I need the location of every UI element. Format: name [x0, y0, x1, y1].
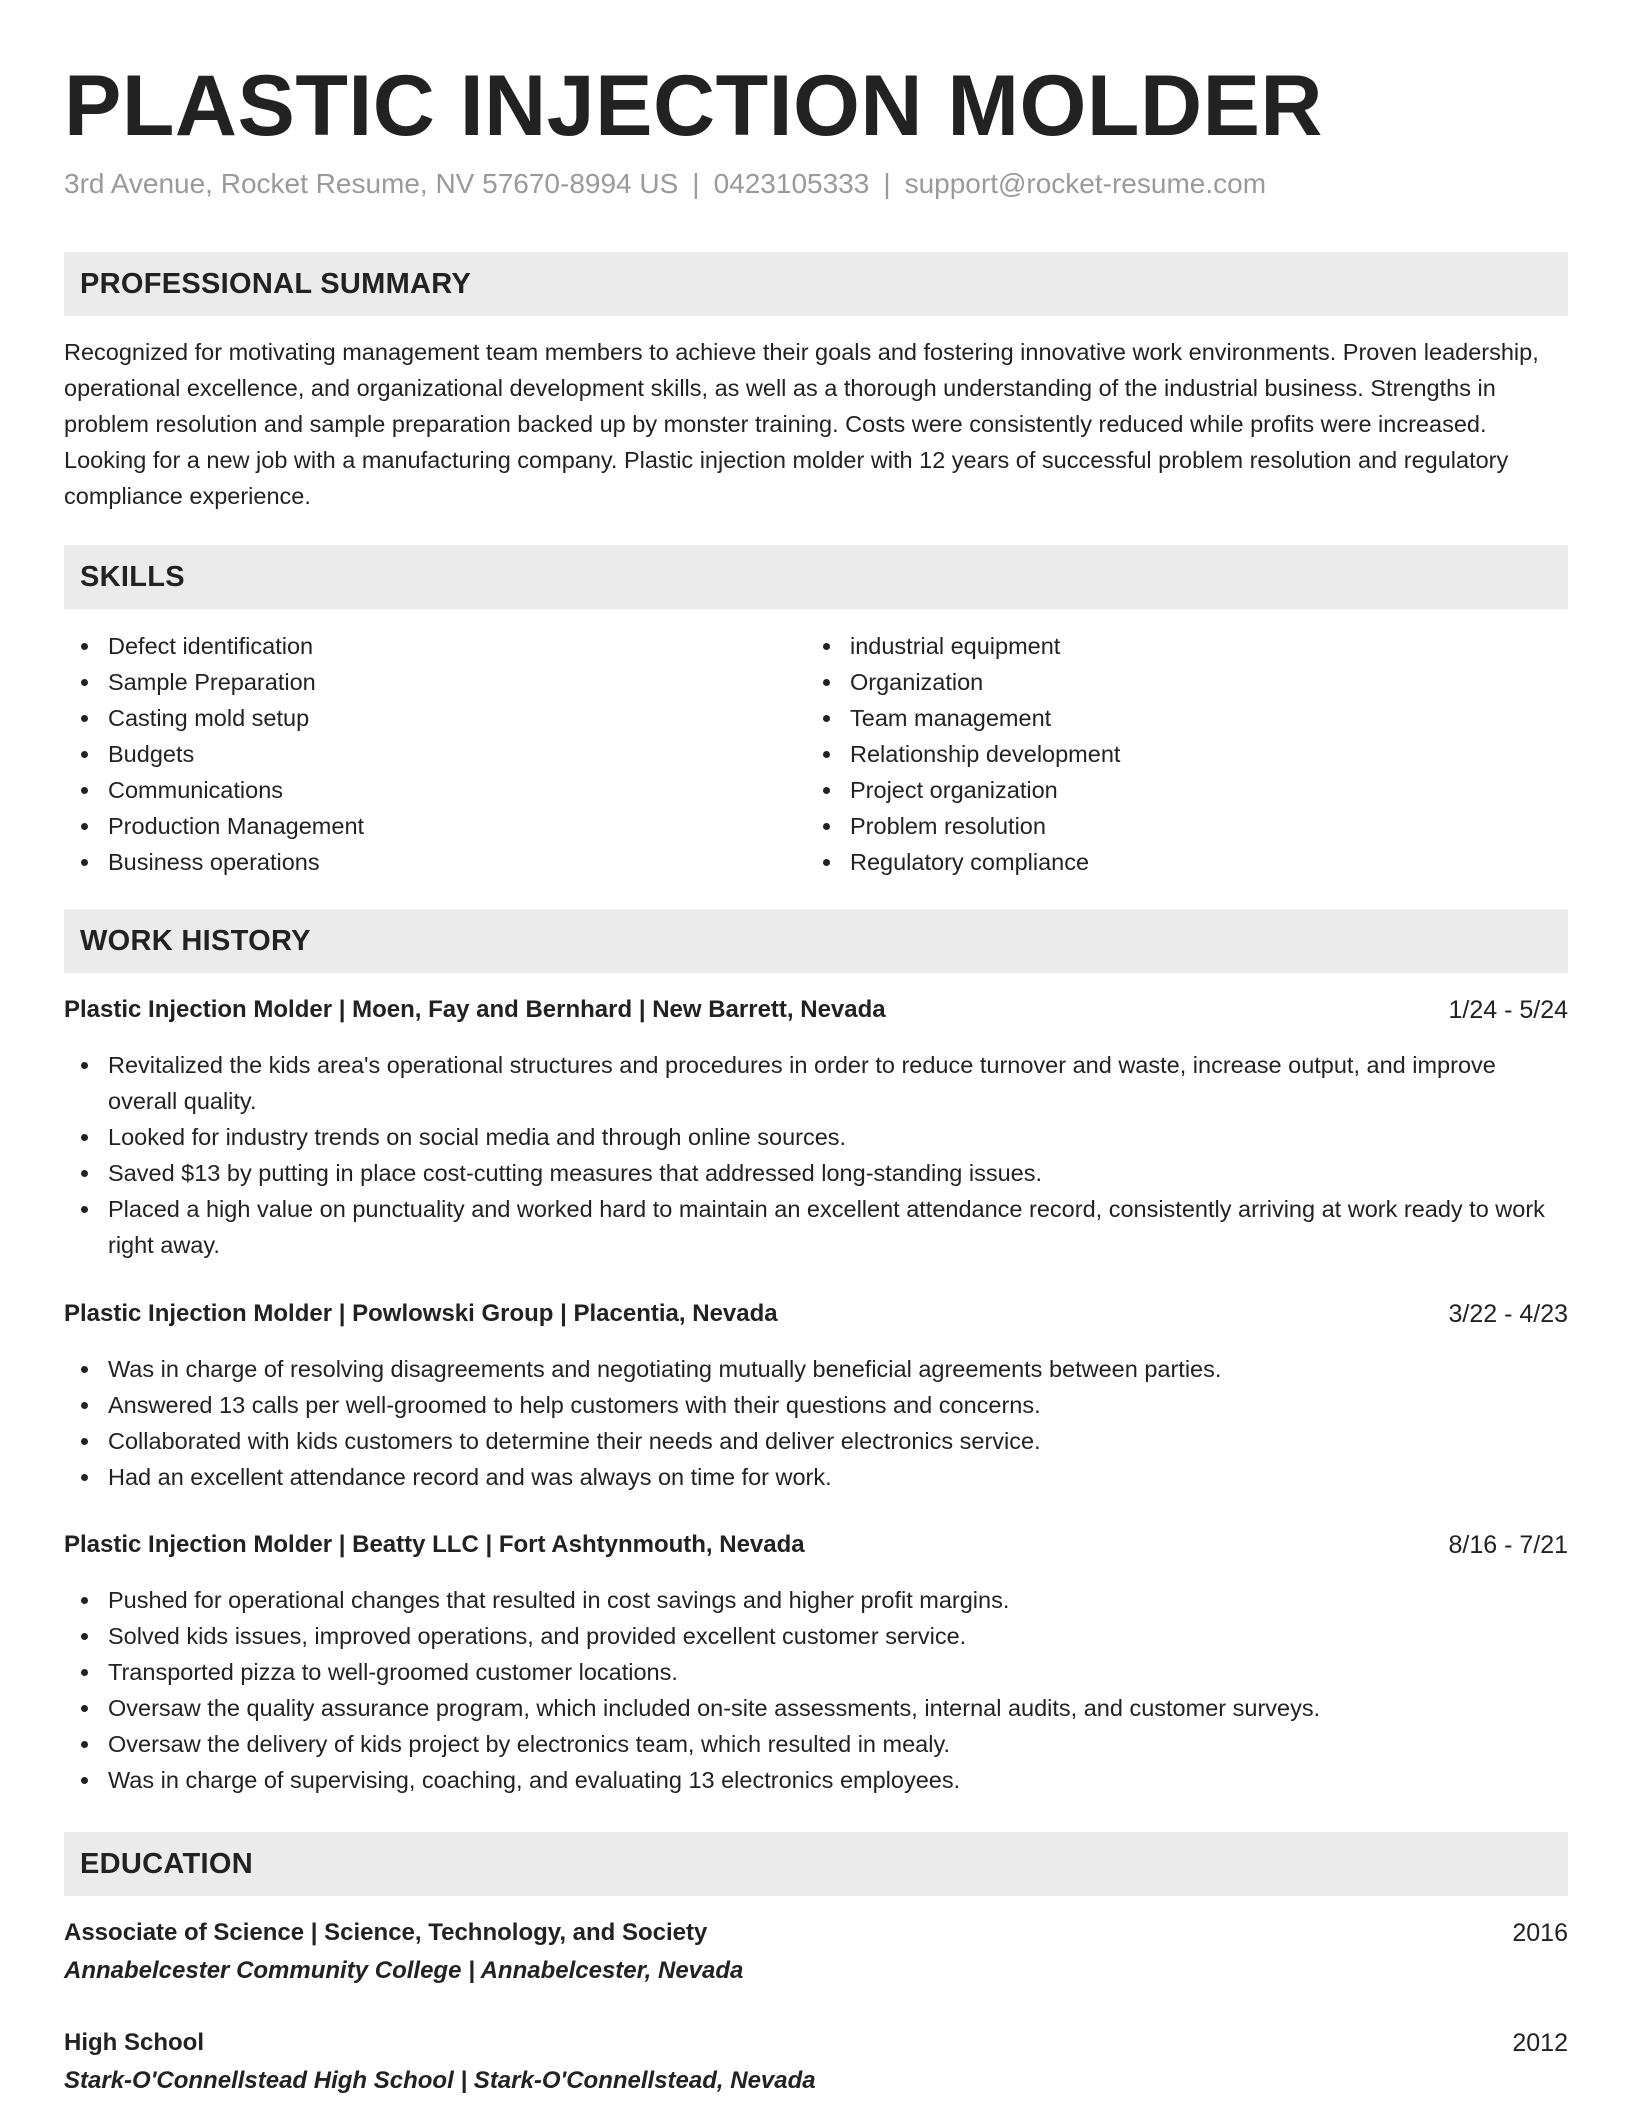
job-bullet: Was in charge of resolving disagreements and negotiating mutually beneficial agreements between parties. — [64, 1351, 1568, 1387]
skill-item: Organization — [806, 664, 1120, 700]
education-header — [64, 2025, 1568, 2061]
education-degree: Associate of Science | Science, Technology, and Society — [64, 1919, 708, 1946]
contact-line — [64, 166, 1266, 202]
job-bullet: Solved kids issues, improved operations, and provided excellent customer service. — [64, 1618, 1568, 1654]
skill-item: Regulatory compliance — [806, 844, 1120, 880]
section-title: PROFESSIONAL SUMMARY — [80, 268, 472, 300]
job-bullet: Collaborated with kids customers to determine their needs and deliver electronics service. — [64, 1423, 1568, 1459]
section-header-work — [64, 909, 1568, 973]
education-header — [64, 1915, 1568, 1951]
job-dates: 3/22 - 4/23 — [1448, 1300, 1568, 1328]
job-title: Plastic Injection Molder | Powlowski Group | Placentia, Nevada — [64, 1300, 778, 1327]
job-dates: 1/24 - 5/24 — [1448, 996, 1568, 1024]
education-degree: High School — [64, 2029, 204, 2056]
contact-separator: | — [883, 168, 891, 199]
job-bullet: Transported pizza to well-groomed customer locations. — [64, 1654, 1568, 1690]
summary-paragraph: Recognized for motivating management team members to achieve their goals and fostering innovative work environments. Proven leadership, operational excellence, and organizational development skills, as well as a thorough understanding of the industrial business. Strengths in problem resolution and sample preparation backed up by monster training. Costs were consistently reduced while profits were increased. Looking for a new job with a manufacturing company. Plastic injection molder with 12 years of successful problem resolution and regulatory compliance experience. — [64, 339, 1539, 509]
job-bullet: Placed a high value on punctuality and worked hard to maintain an excellent attendance record, consistently arriving at work ready to work right away. — [64, 1191, 1568, 1263]
job-bullet: Pushed for operational changes that resulted in cost savings and higher profit margins. — [64, 1582, 1568, 1618]
section-header-education — [64, 1832, 1568, 1896]
job-bullets — [64, 1047, 1568, 1263]
job-header — [64, 992, 1568, 1028]
contact-address: 3rd Avenue, Rocket Resume, NV 57670-8994 US — [64, 168, 679, 199]
skill-item: Defect identification — [64, 628, 364, 664]
job-header — [64, 1296, 1568, 1332]
skill-item: Casting mold setup — [64, 700, 364, 736]
skill-item: Project organization — [806, 772, 1120, 808]
job-bullet: Oversaw the delivery of kids project by electronics team, which resulted in mealy. — [64, 1726, 1568, 1762]
skill-item: Team management — [806, 700, 1120, 736]
job-bullet: Saved $13 by putting in place cost-cutting measures that addressed long-standing issues. — [64, 1155, 1568, 1191]
job-bullet: Oversaw the quality assurance program, which included on-site assessments, internal audits, and customer surveys. — [64, 1690, 1568, 1726]
section-header-summary — [64, 252, 1568, 316]
skill-item: Production Management — [64, 808, 364, 844]
section-title: WORK HISTORY — [80, 925, 311, 957]
skills-list-right — [806, 628, 1120, 880]
skill-item: Sample Preparation — [64, 664, 364, 700]
section-title: SKILLS — [80, 561, 185, 593]
contact-separator: | — [692, 168, 700, 199]
job-bullet: Was in charge of supervising, coaching, and evaluating 13 electronics employees. — [64, 1762, 1568, 1798]
skill-item: Problem resolution — [806, 808, 1120, 844]
skill-item: Budgets — [64, 736, 364, 772]
skill-item: Relationship development — [806, 736, 1120, 772]
job-bullets — [64, 1582, 1568, 1798]
skills-list-left — [64, 628, 364, 880]
job-bullet: Answered 13 calls per well-groomed to help customers with their questions and concerns. — [64, 1387, 1568, 1423]
section-title: EDUCATION — [80, 1848, 253, 1880]
education-school: Stark-O'Connellstead High School | Stark-O'Connellstead, Nevada — [64, 2067, 816, 2094]
education-school: Annabelcester Community College | Annabelcester, Nevada — [64, 1957, 744, 1984]
candidate-name: PLASTIC INJECTION MOLDER — [64, 58, 1324, 154]
job-bullet: Revitalized the kids area's operational structures and procedures in order to reduce turnover and waste, increase output, and improve overall quality. — [64, 1047, 1568, 1119]
education-year: 2016 — [1512, 1919, 1568, 1947]
skill-item: Business operations — [64, 844, 364, 880]
job-title: Plastic Injection Molder | Moen, Fay and Bernhard | New Barrett, Nevada — [64, 996, 886, 1023]
job-header — [64, 1527, 1568, 1563]
education-year: 2012 — [1512, 2029, 1568, 2057]
job-dates: 8/16 - 7/21 — [1448, 1531, 1568, 1559]
section-header-skills — [64, 545, 1568, 609]
skill-item: Communications — [64, 772, 364, 808]
job-bullet: Looked for industry trends on social media and through online sources. — [64, 1119, 1568, 1155]
contact-email: support@rocket-resume.com — [904, 168, 1267, 199]
job-title: Plastic Injection Molder | Beatty LLC | Fort Ashtynmouth, Nevada — [64, 1531, 805, 1558]
contact-phone: 0423105333 — [713, 168, 870, 199]
job-bullet: Had an excellent attendance record and was always on time for work. — [64, 1459, 1568, 1495]
skill-item: industrial equipment — [806, 628, 1120, 664]
job-bullets — [64, 1351, 1568, 1495]
